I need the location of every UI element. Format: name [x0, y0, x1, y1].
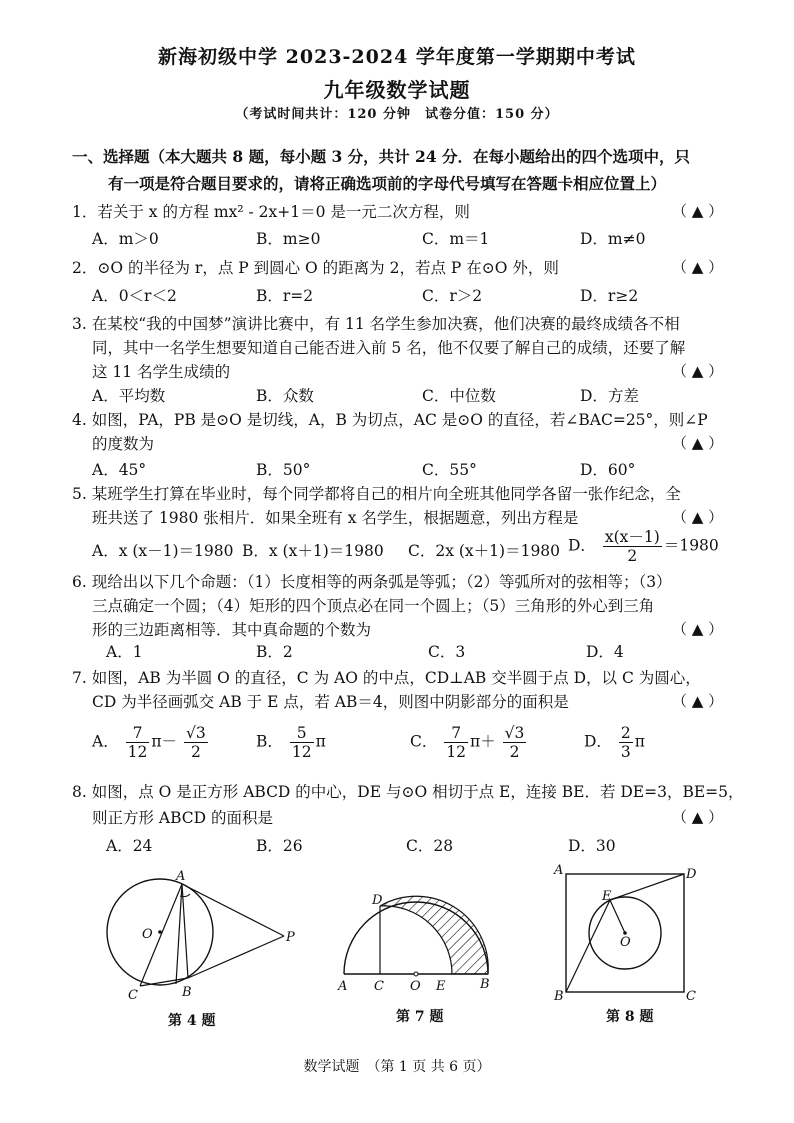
q4-text-line2: 的度数为	[92, 435, 155, 453]
figure-7-diagram	[330, 890, 500, 992]
q5-text-line2: 班共送了 1980 张相片．如果全班有 x 名学生，根据题意，列出方程是	[92, 509, 579, 527]
q3-text-line2: 同，其中一名学生想要知道自己能否进入前 5 名，他不仅要了解自己的成绩，还要了解	[92, 339, 686, 357]
q6-option-b: B．2	[256, 643, 293, 661]
q5-option-b: B．x (x＋1)＝1980	[242, 542, 384, 560]
q7-option-a-den2: 2	[190, 743, 201, 761]
q2-option-b: B．r=2	[256, 287, 314, 305]
q1-option-c: C．m＝1	[422, 230, 490, 248]
exam-title: 新海初级中学 2023-2024 学年度第一学期期中考试	[158, 46, 636, 68]
q7-option-c-fraction2	[503, 724, 527, 761]
q7-option-d-label: D．	[584, 732, 612, 751]
q8-options	[106, 834, 746, 860]
exam-subtitle: 九年级数学试题	[323, 78, 471, 102]
q7-answer-slot: （ ▲ ）	[672, 692, 724, 710]
q7-option-c-fraction1	[444, 724, 468, 761]
fig7-label-b: B	[480, 977, 490, 992]
q3-option-b: B．众数	[256, 387, 314, 405]
q2-option-c: C．r＞2	[422, 287, 483, 305]
figure-4-caption: 第 4 题	[168, 1013, 216, 1029]
q7-option-c-label: C．	[410, 732, 438, 751]
q1-options	[92, 227, 732, 253]
figure-4-diagram	[100, 866, 300, 1008]
q7-option-c-num2: √3	[504, 724, 525, 742]
q7-option-a	[92, 724, 210, 761]
q2-option-a: A．0＜r＜2	[92, 287, 177, 305]
q7-option-d-num: 2	[620, 724, 631, 742]
q3-option-a: A．平均数	[92, 387, 166, 405]
fig4-label-o: O	[142, 927, 153, 942]
fig4-tangent-pb	[188, 936, 284, 978]
exam-note: （考试时间共计：120 分钟 试卷分值：150 分）	[235, 107, 559, 122]
q7-option-d-den: 3	[620, 743, 631, 761]
q8-text-line1: 8. 如图，点 O 是正方形 ABCD 的中心，DE 与⊙O 相切于点 E，连接 BE．若 DE=3，BE=5，	[72, 783, 744, 801]
q4-option-c: C．55°	[422, 461, 477, 479]
fig4-label-b: B	[182, 985, 192, 1000]
q7-option-b	[256, 724, 326, 761]
q6-option-a: A．1	[106, 643, 143, 661]
q6-options	[106, 640, 746, 666]
figure-7-caption: 第 7 题	[396, 1009, 444, 1025]
fig7-label-d: D	[372, 893, 383, 908]
q7-option-b-label: B．	[256, 732, 283, 751]
q5-option-d-numerator: x(x－1)	[604, 528, 660, 546]
fig8-radius-oe	[610, 900, 625, 933]
q4-option-d: D．60°	[580, 461, 636, 479]
fig7-label-o: O	[410, 979, 421, 992]
fig8-label-o: O	[620, 935, 631, 950]
fig7-shaded-region	[380, 896, 488, 974]
fig4-label-c: C	[128, 988, 138, 1003]
q7-option-c-num1: 7	[444, 724, 468, 743]
q1-option-b: B．m≥0	[256, 230, 321, 248]
fig8-label-c: C	[686, 989, 696, 1004]
fig8-label-b: B	[554, 989, 564, 1004]
q7-options	[92, 724, 732, 772]
fig8-label-e: E	[602, 889, 612, 904]
q6-option-c: C．3	[428, 643, 466, 661]
q7-option-a-den1: 12	[127, 743, 148, 761]
q7-option-c-mid: π＋	[470, 732, 496, 751]
q5-option-d	[568, 528, 719, 565]
q8-option-b: B．26	[256, 837, 303, 855]
q2-option-d: D．r≥2	[580, 287, 639, 305]
q8-answer-slot: （ ▲ ）	[672, 808, 724, 826]
q6-text-line3: 形的三边距离相等．其中真命题的个数为	[92, 621, 372, 639]
section-heading-line2: 有一项是符合题目要求的，请将正确选项前的字母代号填写在答题卡相应位置上）	[108, 174, 667, 193]
q3-option-d: D．方差	[580, 387, 639, 405]
fig7-label-c: C	[374, 979, 384, 992]
q7-text-line1: 7. 如图，AB 为半圆 O 的直径，C 为 AO 的中点，CD⊥AB 交半圆于点 D，以 C 为圆心，	[72, 669, 701, 687]
fig7-center-point	[414, 972, 418, 976]
q7-option-d-tail: π	[634, 732, 645, 751]
q7-text-line2: CD 为半径画弧交 AB 于 E 点，若 AB＝4，则图中阴影部分的面积是	[92, 693, 569, 711]
q7-option-c-den2: 2	[509, 743, 520, 761]
q2-answer-slot: （ ▲ ）	[672, 258, 724, 276]
q8-text-line2: 则正方形 ABCD 的面积是	[92, 809, 274, 827]
q3-text-line1: 3. 在某校“我的中国梦”演讲比赛中，有 11 名学生参加决赛，他们决赛的最终成绩各不相	[72, 315, 680, 333]
q5-text-line1: 5. 某班学生打算在毕业时，每个同学都将自己的相片向全班其他同学各留一张作纪念，全	[72, 485, 681, 503]
q3-text-line3: 这 11 名学生成绩的	[92, 363, 231, 381]
q8-option-c: C．28	[406, 837, 454, 855]
q5-option-a: A．x (x－1)＝1980	[92, 542, 234, 560]
fig8-label-d: D	[686, 867, 697, 882]
fig4-label-a: A	[176, 869, 186, 884]
q8-option-a: A．24	[106, 837, 153, 855]
q5-option-d-rhs: ＝1980	[663, 536, 719, 555]
q7-option-b-fraction	[290, 724, 314, 761]
q7-option-a-label: A．	[92, 732, 119, 751]
q7-option-a-fraction1	[126, 724, 150, 761]
q3-answer-slot: （ ▲ ）	[672, 362, 724, 380]
page-footer: 数学试题 （第 1 页 共 6 页）	[303, 1059, 491, 1075]
q4-text-line1: 4. 如图，PA，PB 是⊙O 是切线，A，B 为切点，AC 是⊙O 的直径，若∠BAC=25°，则∠P	[72, 411, 708, 429]
q1-option-a: A．m＞0	[92, 230, 159, 248]
figure-8-diagram	[548, 862, 698, 1006]
q4-option-a: A．45°	[92, 461, 147, 479]
fig8-label-a: A	[554, 863, 564, 878]
q7-option-a-mid: π－	[151, 732, 178, 751]
q5-option-c: C．2x (x＋1)＝1980	[408, 542, 561, 560]
q7-option-c-den1: 12	[446, 743, 467, 761]
q3-option-c: C．中位数	[422, 387, 496, 405]
q5-options	[92, 528, 732, 572]
section-heading-line1: 一、选择题（本大题共 8 题，每小题 3 分，共计 24 分．在每小题给出的四个选项中，只	[72, 147, 691, 166]
q7-option-b-num: 5	[290, 724, 314, 743]
q7-option-a-num2: √3	[186, 724, 206, 742]
q6-answer-slot: （ ▲ ）	[672, 620, 724, 638]
fig4-center-point	[158, 930, 162, 934]
q4-option-b: B．50°	[256, 461, 311, 479]
q5-option-d-label: D．	[568, 536, 596, 555]
fig8-segment-be	[566, 900, 610, 992]
q7-option-a-num1: 7	[126, 724, 150, 743]
fig4-segment-ab	[176, 884, 182, 984]
q6-text-line1: 6. 现给出以下几个命题：（1）长度相等的两条弧是等弧；（2）等弧所对的弦相等；（3）	[72, 573, 672, 591]
q4-answer-slot: （ ▲ ）	[672, 434, 724, 452]
q1-option-d: D．m≠0	[580, 230, 646, 248]
q7-option-c	[410, 724, 528, 761]
q7-option-d	[584, 724, 645, 761]
q7-option-b-tail: π	[315, 732, 326, 751]
q5-option-d-fraction	[603, 528, 662, 565]
q6-text-line2: 三点确定一个圆；（4）矩形的四个顶点必在同一个圆上；（5）三角形的外心到三角	[92, 597, 655, 615]
q7-option-d-fraction	[619, 724, 633, 761]
fig4-label-p: P	[286, 930, 295, 945]
q2-options	[92, 284, 732, 310]
figure-8-caption: 第 8 题	[606, 1009, 654, 1025]
q5-option-d-denominator: 2	[627, 547, 638, 565]
q6-option-d: D．4	[586, 643, 624, 661]
fig7-label-e: E	[436, 979, 446, 992]
q8-option-d: D．30	[568, 837, 616, 855]
q1-answer-slot: （ ▲ ）	[672, 202, 724, 220]
q4-options	[92, 458, 732, 484]
fig7-label-a: A	[338, 979, 348, 992]
q3-options	[92, 384, 732, 410]
q5-answer-slot: （ ▲ ）	[672, 508, 724, 526]
fig4-diameter-ac	[182, 884, 188, 978]
q7-option-a-fraction2	[184, 724, 208, 761]
q2-text: 2．⊙O 的半径为 r，点 P 到圆心 O 的距离为 2，若点 P 在⊙O 外，则	[72, 259, 559, 277]
q7-option-b-den: 12	[291, 743, 312, 761]
q1-text: 1．若关于 x 的方程 mx² - 2x+1＝0 是一元二次方程，则	[72, 203, 470, 221]
fig4-tangent-pa	[182, 884, 284, 936]
fig8-tangent-de	[610, 874, 684, 900]
